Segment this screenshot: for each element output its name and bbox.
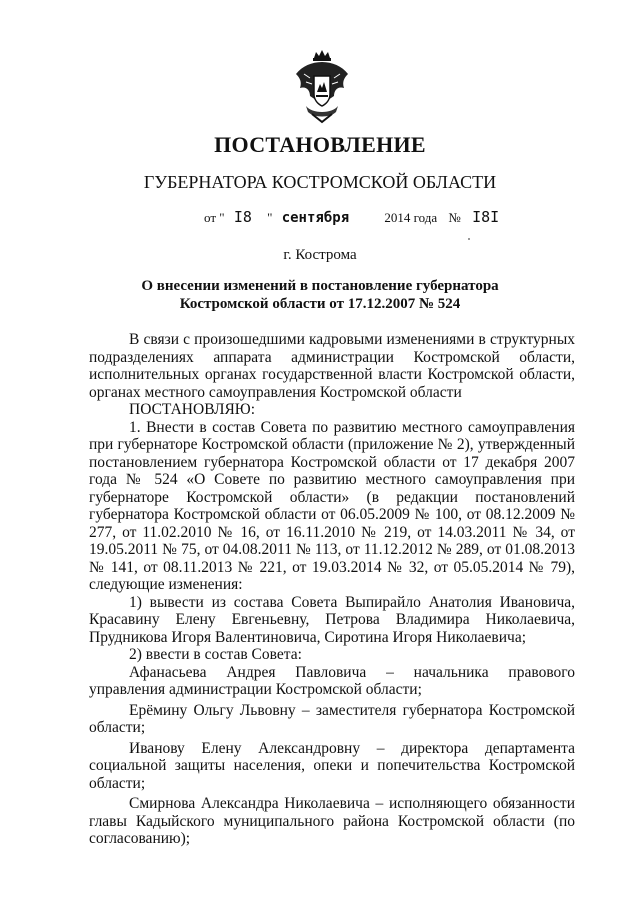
member-entry: Иванову Елену Александровну – директора департамента социальной защиты населения, опеки и попечительства Костромской области; [89, 739, 575, 792]
paragraph-resolve: ПОСТАНОВЛЯЮ: [129, 401, 256, 418]
paragraph-add-members: 2) ввести в состав Совета: [129, 646, 302, 663]
date-prefix: от " [204, 210, 225, 225]
date-year: 2014 года [384, 210, 438, 225]
date-quote: " [267, 210, 273, 225]
city-line: г. Кострома [283, 247, 357, 263]
paragraph-preamble: В связи с произошедшими кадровыми изменениями в структурных подразделениях аппарата администрации Костромской области, исполнительных органах государственной власти Костромской области, органах местного самоуправления Костромской области [89, 331, 575, 401]
member-entry: Ерёмину Ольгу Львовну – заместителя губернатора Костромской области; [89, 701, 575, 736]
heading-line-2: Костромской области от 17.12.2007 № 524 [179, 296, 461, 312]
date-line [204, 208, 499, 226]
document-body [89, 331, 575, 848]
member-entry: Смирнова Александра Николаевича – исполняющего обязанности главы Кадыйского муниципального района Костромской области (по согласованию); [89, 795, 575, 847]
scan-speck [468, 238, 470, 240]
member-entry: Афанасьева Андрея Павловича – начальника правового управления администрации Костромской области; [89, 663, 575, 698]
paragraph-remove-members: 1) вывести из состава Совета Выпирайло Анатолия Ивановича, Красавину Елену Евгеньевну, Петрова Владимира Николаевича, Прудникова Игоря Валентиновича, Сиротина Игоря Николаевича; [89, 593, 575, 646]
document-title: ПОСТАНОВЛЕНИЕ [214, 132, 426, 157]
coat-of-arms-emblem [292, 48, 352, 124]
document-number: I8I [472, 208, 500, 226]
date-day: I8 [233, 208, 252, 226]
issuer-subtitle: ГУБЕРНАТОРА КОСТРОМСКОЙ ОБЛАСТИ [143, 172, 497, 192]
number-sign: № [448, 210, 461, 225]
paragraph-item-1: 1. Внести в состав Совета по развитию местного самоуправления при губернаторе Костромской области (приложение № 2), утвержденный постановлением губернатора Костромской области от 17 декабря 2007 года № 524 «О Совете по развитию местного самоуправления при губернаторе Костромской области» (в редакции постановлений губернатора Костромской области от 06.05.2009 № 100, от 08.12.2009 № 277, от 11.02.2010 № 16, от 16.11.2010 № 219, от 14.03.2011 № 34, от 19.05.2011 № 75, от 04.08.2011 № 113, от 11.12.2012 № 289, от 01.08.2013 № 141, от 08.11.2013 № 221, от 19.03.2014 № 32, от 05.05.2014 № 79), следующие изменения: [89, 418, 575, 593]
date-month: сентября [281, 210, 350, 226]
heading-line-1: О внесении изменений в постановление губернатора [141, 278, 499, 294]
document-heading [0, 277, 640, 313]
